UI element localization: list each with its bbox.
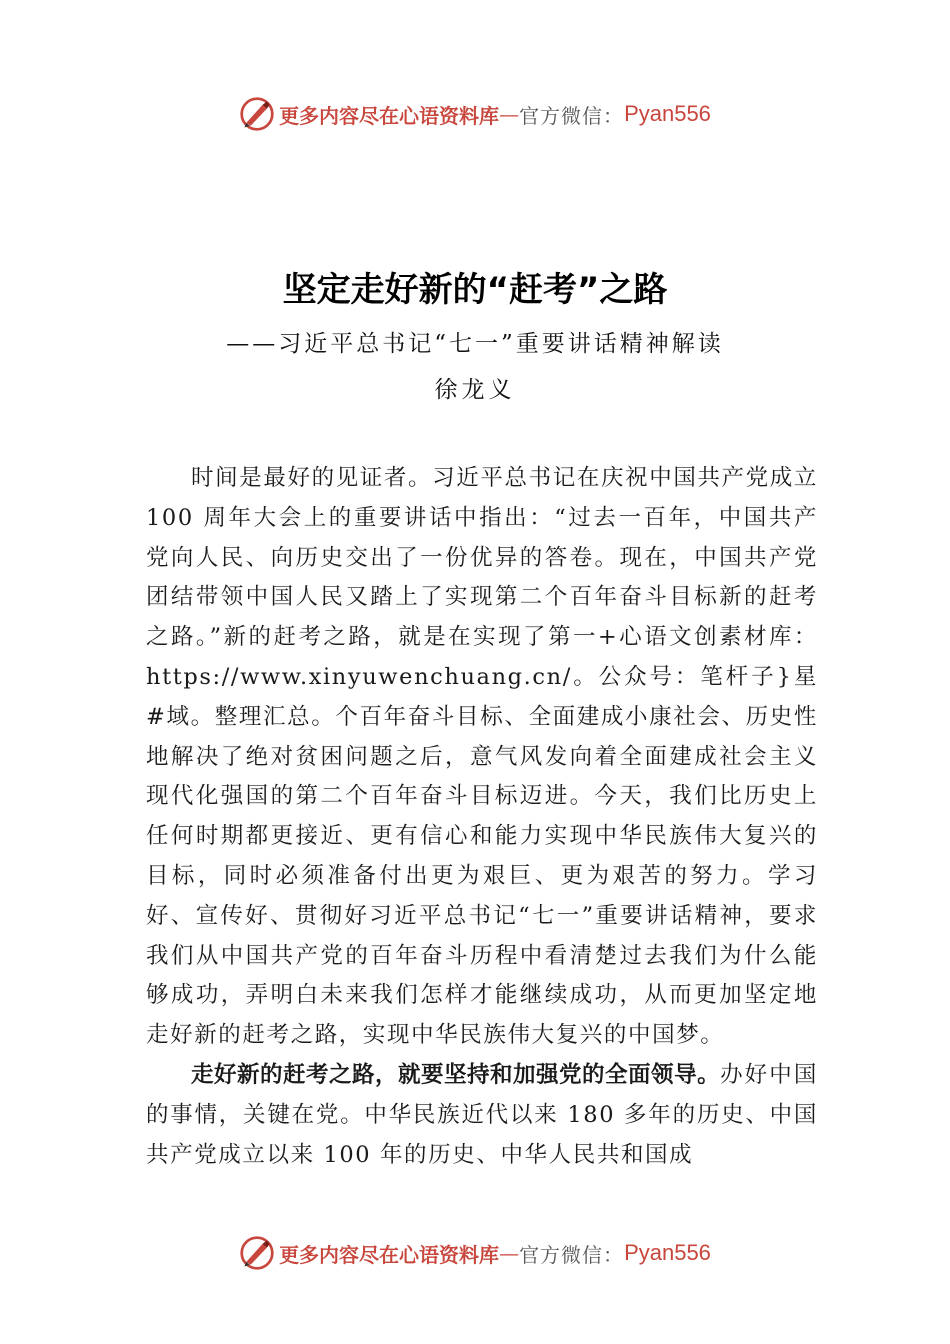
article-title: 坚定走好新的“赶考”之路	[282, 270, 668, 310]
pen-badge-icon	[239, 96, 275, 132]
watermark-wechat-id: Pyan556	[624, 1240, 711, 1265]
watermark-official: 官方微信：	[519, 103, 625, 128]
watermark-official: 官方微信：	[519, 1242, 625, 1267]
watermark-brand: 更多内容尽在心语资料库	[279, 1242, 500, 1267]
article-subtitle: ——习近平总书记“七一”重要讲话精神解读	[226, 331, 724, 357]
watermark-wechat-id: Pyan556	[624, 101, 711, 126]
article-body	[146, 459, 818, 1175]
paragraph-2-body: 办好中国的事情，关键在党。中华民族近代以来 180 多年的历史、中国共产党成立以来 100 年的历史、中华人民共和国成	[146, 1061, 818, 1168]
paragraph-1: 时间是最好的见证者。习近平总书记在庆祝中国共产党成立 100 周年大会上的重要讲话中指出：“过去一百年，中国共产党向人民、向历史交出了一份优异的答卷。现在，中国共产党团结带领中国人民又踏上了实现第二个百年奋斗目标新的赶考之路。”新的赶考之路，就是在实现了第一+心语文创素材库：https://www.xinyuwenchuang.cn/。公众号：笔杆子}星#域。整理汇总。个百年奋斗目标、全面建成小康社会、历史性地解决了绝对贫困问题之后，意气风发向着全面建成社会主义现代化强国的第二个百年奋斗目标迈进。今天，我们比历史上任何时期都更接近、更有信心和能力实现中华民族伟大复兴的目标，同时必须准备付出更为艰巨、更为艰苦的努力。学习好、宣传好、贯彻好习近平总书记“七一”重要讲话精神，要求我们从中国共产党的百年奋斗历程中看清楚过去我们为什么能够成功，弄明白未来我们怎样才能继续成功，从而更加坚定地走好新的赶考之路，实现中华民族伟大复兴的中国梦。	[146, 465, 818, 1049]
article-author: 徐龙义	[434, 377, 516, 403]
paragraph-2	[146, 1056, 818, 1175]
watermark-banner-bottom	[0, 1231, 950, 1275]
pen-badge-icon	[239, 1235, 275, 1271]
watermark-banner-top	[0, 92, 950, 136]
watermark-separator: —	[499, 1241, 520, 1265]
watermark-separator: —	[499, 102, 520, 126]
paragraph-2-lead: 走好新的赶考之路，就要坚持和加强党的全面领导。	[191, 1061, 721, 1088]
watermark-brand: 更多内容尽在心语资料库	[279, 103, 500, 128]
